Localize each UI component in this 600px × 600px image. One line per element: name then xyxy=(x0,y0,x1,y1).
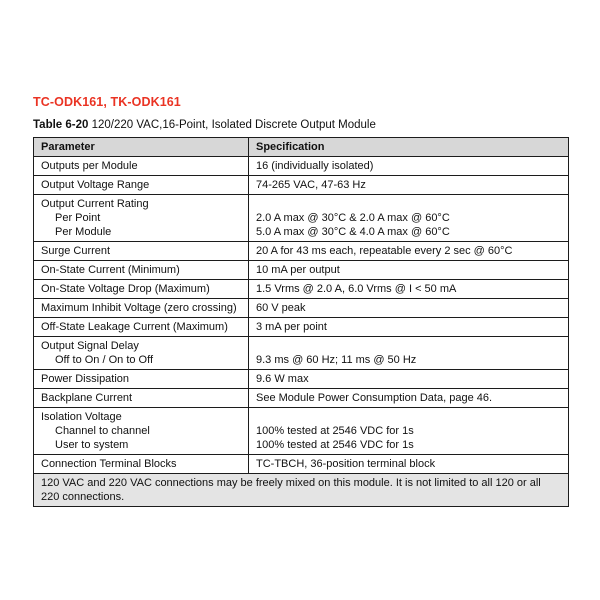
param-cell: Outputs per Module xyxy=(34,157,249,176)
table-caption xyxy=(33,119,568,131)
spec-cell: 1.5 Vrms @ 2.0 A, 6.0 Vrms @ I < 50 mA xyxy=(249,280,569,299)
param-cell xyxy=(34,195,249,242)
param-cell: Backplane Current xyxy=(34,389,249,408)
doc-heading: TC-ODK161, TK-ODK161 xyxy=(33,95,181,109)
table-row xyxy=(34,195,569,242)
param-cell: Off-State Leakage Current (Maximum) xyxy=(34,318,249,337)
spec-cell xyxy=(249,195,569,242)
param-subline: Channel to channel xyxy=(55,425,150,437)
spec-cell: 20 A for 43 ms each, repeatable every 2 sec @ 60°C xyxy=(249,242,569,261)
table-header-row xyxy=(34,138,569,157)
spec-cell: TC-TBCH, 36-position terminal block xyxy=(249,455,569,474)
table-row xyxy=(34,408,569,455)
param-cell xyxy=(34,408,249,455)
param-cell: Output Voltage Range xyxy=(34,176,249,195)
param-subline: Per Point xyxy=(55,212,101,224)
param-subline: Per Module xyxy=(55,226,112,238)
param-line: Isolation Voltage xyxy=(41,411,122,423)
table-row xyxy=(34,299,569,318)
table-row xyxy=(34,176,569,195)
param-cell: Power Dissipation xyxy=(34,370,249,389)
spec-cell: 60 V peak xyxy=(249,299,569,318)
param-cell: On-State Voltage Drop (Maximum) xyxy=(34,280,249,299)
table-row xyxy=(34,157,569,176)
spec-cell: See Module Power Consumption Data, page 46. xyxy=(249,389,569,408)
param-cell: On-State Current (Minimum) xyxy=(34,261,249,280)
spec-cell: 9.6 W max xyxy=(249,370,569,389)
spec-blank-line xyxy=(256,410,562,424)
table-row xyxy=(34,337,569,370)
table-caption-label: Table 6-20 xyxy=(33,119,89,131)
spec-cell: 16 (individually isolated) xyxy=(249,157,569,176)
spec-line: 2.0 A max @ 30°C & 2.0 A max @ 60°C xyxy=(256,212,450,224)
param-line: Output Signal Delay xyxy=(41,340,139,352)
spec-line: 5.0 A max @ 30°C & 4.0 A max @ 60°C xyxy=(256,226,450,238)
table-row xyxy=(34,318,569,337)
footer-note: 120 VAC and 220 VAC connections may be freely mixed on this module. It is not limited to all 120 or all 220 connections. xyxy=(34,474,569,507)
table-row xyxy=(34,280,569,299)
param-line: Output Current Rating xyxy=(41,198,149,210)
param-cell: Connection Terminal Blocks xyxy=(34,455,249,474)
table-footer-row xyxy=(34,474,569,507)
table-caption-text: 120/220 VAC,16-Point, Isolated Discrete Output Module xyxy=(88,119,376,131)
table-row xyxy=(34,455,569,474)
table-row xyxy=(34,242,569,261)
table-row xyxy=(34,389,569,408)
spec-cell: 10 mA per output xyxy=(249,261,569,280)
spec-cell: 74-265 VAC, 47-63 Hz xyxy=(249,176,569,195)
document-page xyxy=(33,95,568,507)
param-subline: User to system xyxy=(55,439,129,451)
param-cell: Surge Current xyxy=(34,242,249,261)
spec-cell: 3 mA per point xyxy=(249,318,569,337)
spec-line: 9.3 ms @ 60 Hz; 11 ms @ 50 Hz xyxy=(256,354,417,366)
spec-line: 100% tested at 2546 VDC for 1s xyxy=(256,439,414,451)
spec-blank-line xyxy=(256,339,562,353)
table-row xyxy=(34,370,569,389)
param-cell: Maximum Inhibit Voltage (zero crossing) xyxy=(34,299,249,318)
header-specification: Specification xyxy=(249,138,569,157)
header-parameter: Parameter xyxy=(34,138,249,157)
spec-cell xyxy=(249,337,569,370)
param-subline: Off to On / On to Off xyxy=(55,354,154,366)
spec-cell xyxy=(249,408,569,455)
param-cell xyxy=(34,337,249,370)
spec-line: 100% tested at 2546 VDC for 1s xyxy=(256,425,414,437)
spec-table xyxy=(33,137,569,507)
table-row xyxy=(34,261,569,280)
spec-blank-line xyxy=(256,197,562,211)
